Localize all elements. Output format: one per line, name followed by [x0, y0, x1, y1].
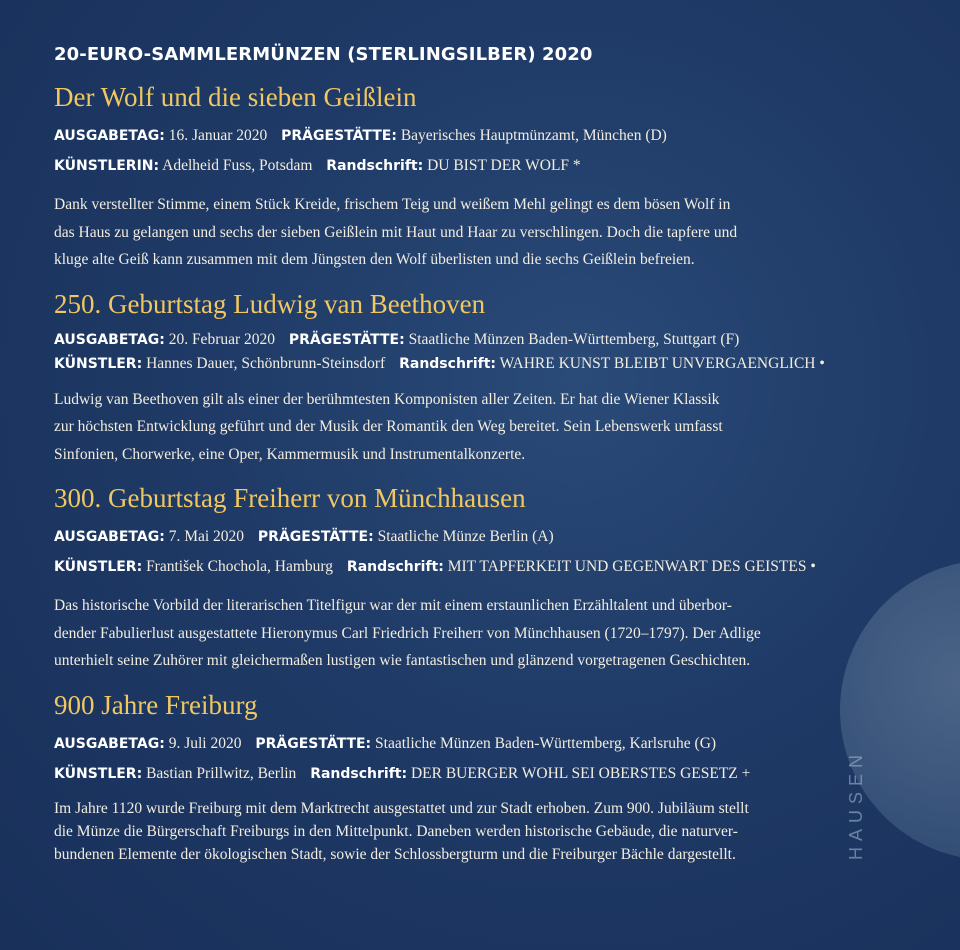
coin-meta-row-1	[54, 522, 904, 552]
issue-date-label: AUSGABETAG:	[54, 331, 165, 348]
description-line: unterhielt seine Zuhörer mit gleichermaßen lustigen wie fantastischen und glänzend vorgetragenen Geschichten.	[54, 652, 751, 669]
brochure-page	[54, 44, 904, 880]
coin-meta-row-2	[54, 759, 904, 789]
issue-date-label: AUSGABETAG:	[54, 735, 165, 752]
mint-label: PRÄGESTÄTTE:	[257, 529, 374, 545]
edge-label: Randschrift:	[346, 559, 444, 575]
coin-description	[54, 797, 904, 866]
description-line: Ludwig van Beethoven gilt als einer der berühmtesten Komponisten aller Zeiten. Er hat die Wiener Klassik	[54, 390, 720, 408]
coin-description	[54, 386, 904, 469]
artist-label: KÜNSTLERIN:	[54, 158, 160, 174]
description-line: Das historische Vorbild der literarischen Titelfigur war der mit einem erstaunlichen Erzähltalent und überbor-	[54, 597, 732, 614]
edge-label: Randschrift:	[326, 158, 424, 174]
coin-description	[54, 592, 904, 675]
artist-value: František Chochola, Hamburg	[146, 558, 334, 575]
mint-label: PRÄGESTÄTTE:	[255, 735, 372, 752]
edge-value: DER BUERGER WOHL SEI OBERSTES GESETZ +	[410, 764, 751, 782]
coin-section-muenchhausen	[54, 482, 904, 675]
description-line: die Münze die Bürgerschaft Freiburgs in den Mittelpunkt. Daneben werden historische Gebäude, die naturver-	[54, 822, 738, 840]
edge-label: Randschrift:	[310, 765, 408, 782]
description-line: kluge alte Geiß kann zusammen mit dem Jüngsten den Wolf überlisten und die sechs Geißlein befreien.	[54, 251, 695, 268]
issue-date-value: 7. Mai 2020	[168, 528, 245, 545]
mint-label: PRÄGESTÄTTE:	[288, 331, 405, 348]
description-line: zur höchsten Entwicklung geführt und der Musik der Romantik den Weg bereitet. Sein Lebenswerk umfasst	[54, 418, 723, 435]
description-line: das Haus zu gelangen und sechs der sieben Geißlein mit Haut und Haar zu verschlingen. Doch die tapfere und	[54, 223, 738, 241]
mint-value: Bayerisches Hauptmünzamt, München (D)	[400, 127, 667, 144]
coin-section-freiburg	[54, 689, 904, 866]
artist-label: KÜNSTLER:	[54, 355, 143, 372]
edge-value: DU BIST DER WOLF *	[427, 157, 581, 174]
artist-label: KÜNSTLER:	[54, 765, 143, 782]
coin-description	[54, 191, 904, 274]
issue-date-label: AUSGABETAG:	[54, 529, 165, 545]
mint-value: Staatliche Münze Berlin (A)	[377, 528, 554, 545]
mint-label: PRÄGESTÄTTE:	[281, 128, 397, 144]
coin-meta-row-1	[54, 729, 904, 759]
coin-title: Der Wolf und die sieben Geißlein	[54, 82, 417, 112]
artist-label: KÜNSTLER:	[54, 559, 143, 575]
page-heading: 20-EURO-SAMMLERMÜNZEN (STERLINGSILBER) 2020	[54, 44, 593, 65]
edge-label: Randschrift:	[399, 355, 496, 372]
edge-value: WAHRE KUNST BLEIBT UNVERGAENGLICH •	[499, 354, 825, 372]
coin-meta-row-2	[54, 552, 904, 582]
mint-value: Staatliche Münzen Baden-Württemberg, Karlsruhe (G)	[375, 734, 717, 752]
issue-date-label: AUSGABETAG:	[54, 128, 165, 144]
coin-title: 900 Jahre Freiburg	[54, 689, 258, 720]
issue-date-value: 20. Februar 2020	[168, 330, 276, 348]
issue-date-value: 16. Januar 2020	[168, 127, 268, 144]
coin-section-beethoven	[54, 288, 904, 469]
coin-title: 250. Geburtstag Ludwig van Beethoven	[54, 288, 486, 319]
artist-value: Adelheid Fuss, Potsdam	[162, 157, 313, 174]
artist-value: Bastian Prillwitz, Berlin	[146, 764, 297, 782]
mint-value: Staatliche Münzen Baden-Württemberg, Stuttgart (F)	[408, 330, 740, 348]
issue-date-value: 9. Juli 2020	[168, 734, 242, 752]
description-line: dender Fabulierlust ausgestattete Hieronymus Carl Friedrich Freiherr von Münchhausen (1720–1797). Der Adlige	[54, 624, 761, 642]
edge-value: MIT TAPFERKEIT UND GEGENWART DES GEISTES •	[447, 558, 816, 575]
coin-meta-row-1	[54, 328, 904, 352]
description-line: Sinfonien, Chorwerke, eine Oper, Kammermusik und Instrumentalkonzerte.	[54, 445, 526, 463]
coin-edge-lettering: HAUSEN	[846, 748, 866, 860]
description-line: Im Jahre 1120 wurde Freiburg mit dem Marktrecht ausgestattet und zur Stadt erhoben. Zum 900. Jubiläum stellt	[54, 799, 749, 817]
coin-meta-row-1	[54, 121, 904, 151]
description-line: bundenen Elemente der ökologischen Stadt, sowie der Schlossbergturm und die Freiburger Bächle dargestellt.	[54, 845, 736, 863]
description-line: Dank verstellter Stimme, einem Stück Kreide, frischem Teig und weißem Mehl gelingt es dem bösen Wolf in	[54, 196, 731, 213]
coin-meta-row-2	[54, 151, 904, 181]
coin-meta-row-2	[54, 352, 904, 376]
coin-section-wolf	[54, 81, 904, 274]
artist-value: Hannes Dauer, Schönbrunn-Steinsdorf	[146, 354, 386, 372]
coin-title: 300. Geburtstag Freiherr von Münchhausen	[54, 483, 526, 513]
